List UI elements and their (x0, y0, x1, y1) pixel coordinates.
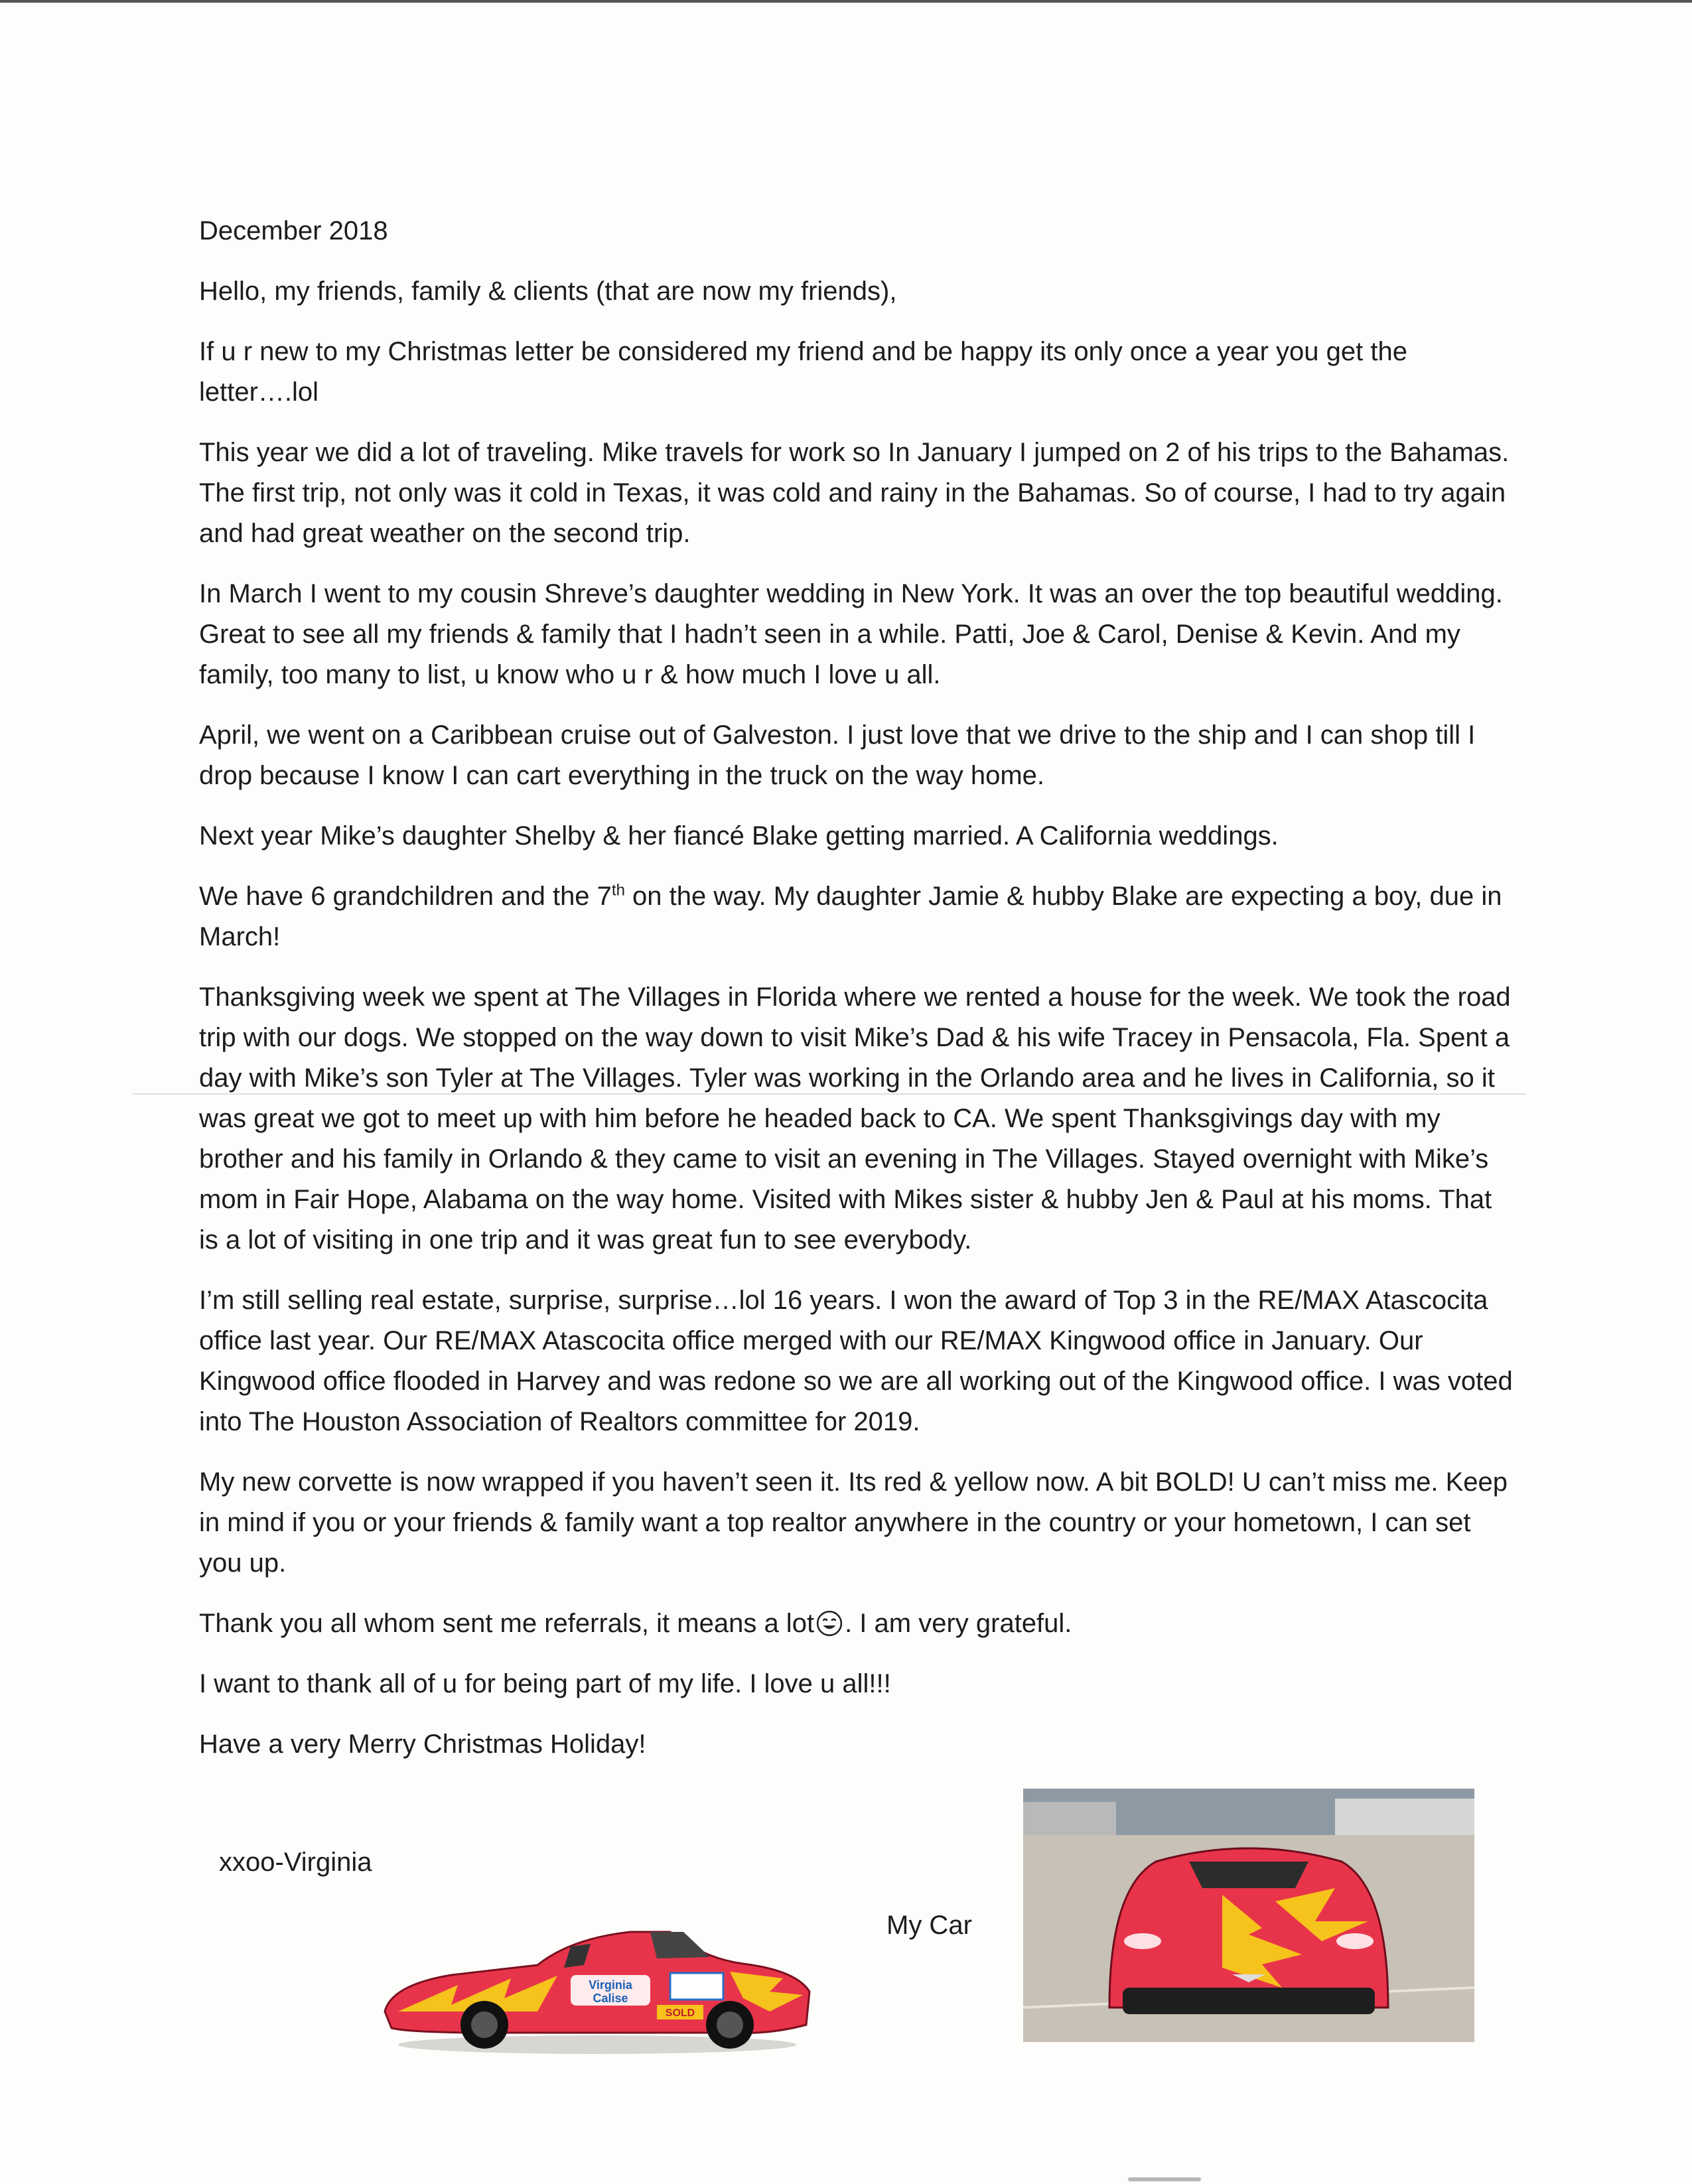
scan-top-edge (0, 0, 1692, 3)
corvette-front-photo (1023, 1789, 1474, 2042)
ordinal-superscript: th (611, 881, 625, 900)
corvette-front-photo-art (1023, 1789, 1474, 2042)
car-wrap-name-line2: Calise (593, 1992, 628, 2005)
paragraph-thanks-referrals (199, 1604, 1513, 1644)
paragraph-cruise: April, we went on a Caribbean cruise out of Galveston. I just love that we drive to the ship and I can shop till I drop because I know I can cart everything in the truck on the way home. (199, 720, 1476, 790)
paragraph-merry-christmas: Have a very Merry Christmas Holiday! (199, 1730, 646, 1759)
paragraph-new-york-wedding: In March I went to my cousin Shreve’s daughter wedding in New York. It was an over the top beautiful wedding. Great to see all my friends & family that I hadn’t seen in a while. Patti, Joe & Carol, Denise & Kevin. And my family, too many to list, u know who u r & how much I love u all. (199, 579, 1503, 689)
thanks-text-b: . I am very grateful. (845, 1609, 1072, 1638)
paragraph-real-estate: I’m still selling real estate, surprise, surprise…lol 16 years. I won the award of Top 3 in the RE/MAX Atascocita office last year. Our RE/MAX Atascocita office merged with our RE/MAX Kingwood office in January. Our Kingwood office flooded in Harvey and was redone so we are all working out of the Kingwood office. I was voted into The Houston Association of Realtors committee for 2019. (199, 1286, 1513, 1436)
signature: xxoo-Virginia (219, 1848, 372, 1877)
paragraph-corvette: My new corvette is now wrapped if you haven’t seen it. Its red & yellow now. A bit BOLD! U can’t miss me. Keep in mind if you or your friends & family want a top realtor anywhere in the country or your hometown, I can set you up. (199, 1467, 1508, 1578)
paragraph-thanksgiving: Thanksgiving week we spent at The Villages in Florida where we rented a house for the week. We took the road trip with our dogs. We stopped on the way down to visit Mike’s Dad & his wife Tracey in Pensacola, Fla. Spent a day with Mike’s son Tyler at The Villages. Tyler was working in the Orlando area and he lives in California, so it was great we got to meet up with him before he headed back to CA. We spent Thanksgivings day with my brother and his family in Orlando & they came to visit an evening in The Villages. Stayed overnight with Mike’s mom in Fair Hope, Alabama on the way home. Visited with Mikes sister & hubby Jen & Paul at his moms. That is a lot of visiting in one trip and it was great fun to see everybody. (199, 983, 1511, 1255)
smiley-icon (815, 1609, 843, 1637)
car-wrap-badge: SOLD (665, 2008, 695, 2019)
greeting: Hello, my friends, family & clients (that are now my friends), (199, 277, 897, 306)
letter-body (199, 211, 1513, 1785)
paragraph-wedding-news: Next year Mike’s daughter Shelby & her fiancé Blake getting married. A California weddings. (199, 821, 1279, 851)
scan-artifact (1128, 2177, 1201, 2181)
paragraph-bahamas: This year we did a lot of traveling. Mike travels for work so In January I jumped on 2 of his trips to the Bahamas. The first trip, not only was it cold in Texas, it was cold and rainy in the Bahamas. So of course, I had to try again and had great weather on the second trip. (199, 438, 1510, 548)
grandchildren-text-b: on the way. My daughter Jamie & hubby Blake are expecting a boy, due in March! (199, 882, 1502, 951)
paragraph-grandchildren (199, 876, 1513, 957)
letter-date: December 2018 (199, 216, 388, 245)
paragraph-love: I want to thank all of u for being part of my life. I love u all!!! (199, 1669, 891, 1698)
photo-caption: My Car (886, 1911, 972, 1940)
grandchildren-text-a: We have 6 grandchildren and the 7 (199, 882, 612, 911)
car-wrap-name-line1: Virginia (589, 1978, 632, 1992)
paragraph-intro: If u r new to my Christmas letter be considered my friend and be happy its only once a year you get the letter….lol (199, 337, 1407, 407)
corvette-side-image (372, 1912, 823, 2058)
thanks-text-a: Thank you all whom sent me referrals, it means a lot (199, 1609, 815, 1638)
